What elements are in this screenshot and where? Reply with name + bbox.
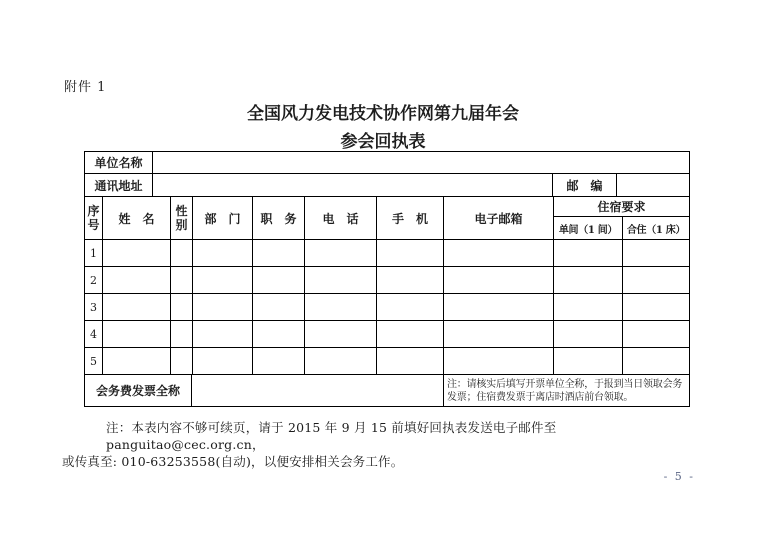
invoice-row: [85, 375, 689, 406]
unit-name-row: [85, 152, 689, 174]
email-cell[interactable]: [444, 294, 554, 320]
position-cell[interactable]: [253, 267, 305, 293]
phone-cell[interactable]: [305, 240, 377, 266]
address-row: [85, 174, 689, 197]
page-title: 全国风力发电技术协作网第九届年会: [247, 104, 519, 124]
table-row: [85, 267, 689, 294]
attachment-label: 附件 1: [64, 80, 107, 95]
mobile-cell[interactable]: [377, 321, 444, 347]
department-cell[interactable]: [193, 267, 253, 293]
col-header-lodging: 住宿要求: [554, 197, 689, 217]
col-header-position: 职 务: [253, 197, 305, 239]
single-room-cell[interactable]: [554, 294, 623, 320]
gender-cell[interactable]: [171, 267, 193, 293]
row-number-cell: 5: [85, 348, 103, 374]
mobile-cell[interactable]: [377, 240, 444, 266]
col-header-no: 序号: [85, 197, 103, 239]
col-header-shared-room: 合住（1 床）: [626, 224, 686, 236]
mobile-cell[interactable]: [377, 294, 444, 320]
row-number-cell: 2: [85, 267, 103, 293]
page-subtitle: 参会回执表: [340, 132, 426, 152]
shared-room-cell[interactable]: [623, 240, 689, 266]
row-number-cell: 3: [85, 294, 103, 320]
table-row: [85, 294, 689, 321]
position-cell[interactable]: [253, 294, 305, 320]
phone-cell[interactable]: [305, 267, 377, 293]
single-room-cell[interactable]: [554, 348, 623, 374]
col-header-mobile: 手 机: [377, 197, 444, 239]
footer-note: [62, 419, 710, 470]
single-room-cell[interactable]: [554, 267, 623, 293]
gender-cell[interactable]: [171, 321, 193, 347]
gender-cell[interactable]: [171, 294, 193, 320]
col-header-gender: 性别: [171, 197, 193, 239]
col-header-single-room: 单间（1 间）: [554, 217, 623, 239]
invoice-label: 会务费发票全称: [85, 375, 192, 406]
shared-room-cell[interactable]: [623, 267, 689, 293]
col-header-email: 电子邮箱: [444, 197, 554, 239]
mobile-cell[interactable]: [377, 267, 444, 293]
invoice-field[interactable]: [192, 375, 444, 406]
address-field[interactable]: [153, 174, 553, 196]
single-room-cell[interactable]: [554, 321, 623, 347]
gender-cell[interactable]: [171, 240, 193, 266]
table-row: [85, 240, 689, 267]
department-cell[interactable]: [193, 348, 253, 374]
position-cell[interactable]: [253, 348, 305, 374]
postcode-field[interactable]: [617, 174, 689, 196]
phone-cell[interactable]: [305, 294, 377, 320]
table-row: [85, 348, 689, 375]
position-cell[interactable]: [253, 240, 305, 266]
row-number-cell: 4: [85, 321, 103, 347]
name-cell[interactable]: [103, 321, 171, 347]
name-cell[interactable]: [103, 267, 171, 293]
unit-name-field[interactable]: [153, 152, 689, 173]
single-room-cell[interactable]: [554, 240, 623, 266]
name-cell[interactable]: [103, 348, 171, 374]
col-header-department: 部 门: [193, 197, 253, 239]
col-header-phone: 电 话: [305, 197, 377, 239]
footer-note-line1: 注：本表内容不够可续页，请于 2015 年 9 月 15 前填好回执表发送电子邮件至 panguitao@cec.org.cn，: [106, 420, 557, 452]
reply-form-table: [84, 151, 690, 407]
table-row: [85, 321, 689, 348]
footer-note-line2: 或传真至: 010-63253558(自动)，以便安排相关会务工作。: [62, 454, 404, 469]
page-number: - 5 -: [663, 470, 695, 483]
invoice-note: 注：请核实后填写开票单位全称，于报到当日领取会务发票；住宿费发票于离店时酒店前台领取。: [447, 378, 683, 403]
row-number-cell: 1: [85, 240, 103, 266]
phone-cell[interactable]: [305, 321, 377, 347]
email-cell[interactable]: [444, 321, 554, 347]
shared-room-cell[interactable]: [623, 348, 689, 374]
postcode-label: 邮 编: [553, 174, 617, 196]
shared-room-cell[interactable]: [623, 294, 689, 320]
department-cell[interactable]: [193, 321, 253, 347]
name-cell[interactable]: [103, 294, 171, 320]
col-header-name: 姓 名: [103, 197, 171, 239]
department-cell[interactable]: [193, 240, 253, 266]
gender-cell[interactable]: [171, 348, 193, 374]
lodging-header-group: [554, 197, 689, 239]
position-cell[interactable]: [253, 321, 305, 347]
name-cell[interactable]: [103, 240, 171, 266]
email-cell[interactable]: [444, 240, 554, 266]
address-label: 通讯地址: [85, 174, 153, 196]
mobile-cell[interactable]: [377, 348, 444, 374]
department-cell[interactable]: [193, 294, 253, 320]
email-cell[interactable]: [444, 348, 554, 374]
phone-cell[interactable]: [305, 348, 377, 374]
shared-room-cell[interactable]: [623, 321, 689, 347]
table-header-row: [85, 197, 689, 240]
unit-name-label: 单位名称: [85, 152, 153, 173]
email-cell[interactable]: [444, 267, 554, 293]
